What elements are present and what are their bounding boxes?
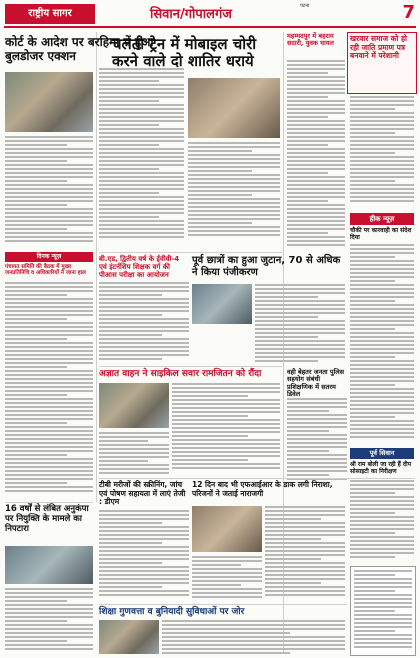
body-text-bed <box>99 282 189 362</box>
body-text-bulldozer <box>5 136 93 246</box>
photo-train-theft <box>188 78 280 138</box>
body-text-right-col <box>350 244 414 444</box>
page-number: 7 <box>402 2 415 23</box>
body-text-accident-2 <box>99 432 169 476</box>
headline-education: शिक्षा गुणवत्ता व बुनियादी सुविधाओं पर जोर <box>99 607 245 617</box>
body-text-education <box>162 620 345 654</box>
photo-bulldozer <box>5 72 93 132</box>
photo-anukampa <box>5 546 93 584</box>
section-rule <box>99 252 282 253</box>
section-band-east-siwan: पूर्व सिवान <box>350 448 414 459</box>
masthead-rule <box>4 26 416 28</box>
headline-anukampa: 16 वर्षों से लंबित अनुकंपा पर नियुक्ति के मामले का निपटारा <box>5 504 89 534</box>
headline-alumni: पूर्व छात्रों का हुआ जुटान, 70 से अधिक ने किया पंजीकरण <box>192 255 341 278</box>
headline-fir: 12 दिन बाद भी एफआईआर के डाक लगी निराशा, परिजनों ने जताई नाराजगी <box>192 480 333 498</box>
body-text-fir-2 <box>192 556 262 602</box>
headline-tb: टीबी मरीजों की स्क्रीनिंग, जांच एवं पोषण सहायता में लाएं तेजी : डीएम <box>99 480 186 507</box>
body-text-accident <box>172 383 280 473</box>
body-text-kharwar <box>350 96 414 206</box>
section-rule <box>5 502 93 503</box>
section-band-news: हीक न्यूज़ <box>350 213 414 225</box>
masthead <box>0 0 420 30</box>
body-text-panchayat <box>5 282 93 497</box>
body-text-mohammadpur <box>287 60 345 250</box>
advertisement-text <box>354 570 412 650</box>
section-rule <box>99 604 347 605</box>
edition-title: सिवान/गोपालगंज <box>150 7 232 22</box>
section-rule <box>99 366 282 367</box>
body-text-police <box>287 398 347 483</box>
column-divider <box>96 32 97 502</box>
section-rule <box>99 478 415 479</box>
body-text-anukampa <box>5 588 93 653</box>
photo-alumni <box>192 284 252 324</box>
headline-panchayat: पंचायत समिति की बैठक में मुख्य जनप्रतिनिधि व अधिकारियों ने जाना हाल <box>5 264 86 277</box>
body-text-society <box>350 480 414 560</box>
photo-education <box>99 620 159 654</box>
body-text-fir <box>265 506 345 601</box>
date-line: पटना <box>300 3 310 9</box>
body-text-col2 <box>99 68 184 248</box>
brand-label: राष्ट्रीय सागर <box>5 4 95 24</box>
headline-police-training: वही बेहतर जनता पुलिस सहयोग संबंधी प्रशिक्षणिक में सतरम डिवेल <box>287 368 345 399</box>
headline-society: श्री राम बोली जा रही हैं दीप सोसाइटी का निरीक्षण <box>350 461 412 475</box>
headline-kharwar: खरवार समाज को हो रही जाति प्रमाण पत्र बनवाने में परेशानी <box>350 34 407 61</box>
headline-chauki: चौकी पर कारवाही का संदेश दिया <box>350 227 412 241</box>
body-text-alumni <box>255 284 345 364</box>
photo-fir <box>192 506 262 552</box>
headline-mohammadpur: महम्मदपुर में बहराम सदारी, युवक घायल <box>287 32 334 48</box>
headline-bed-exam: बी.एड, द्वितीय वर्ष के ईवीवी-4 एवं इंटर्नशिप शिक्षक वर्ग की पीआस परीक्षा का आयोजन <box>99 255 180 280</box>
photo-accident <box>99 383 169 428</box>
headline-train-theft: चलती ट्रेन में मोबाइल चोरी करने वाले दो शातिर धराये <box>112 35 257 71</box>
body-text-tb <box>99 510 189 600</box>
headline-accident: अज्ञात वाहन ने साइकिल सवार रामजितन को रौंदा <box>99 369 262 379</box>
headline-bulldozer: कोर्ट के आदेश पर बरहिमा में हुआ बुलडोजर एक्शन <box>5 35 154 63</box>
section-band-daily: दिनक न्यूज़ <box>5 252 93 262</box>
body-text-train <box>188 142 280 242</box>
advertisement-box <box>350 566 416 656</box>
